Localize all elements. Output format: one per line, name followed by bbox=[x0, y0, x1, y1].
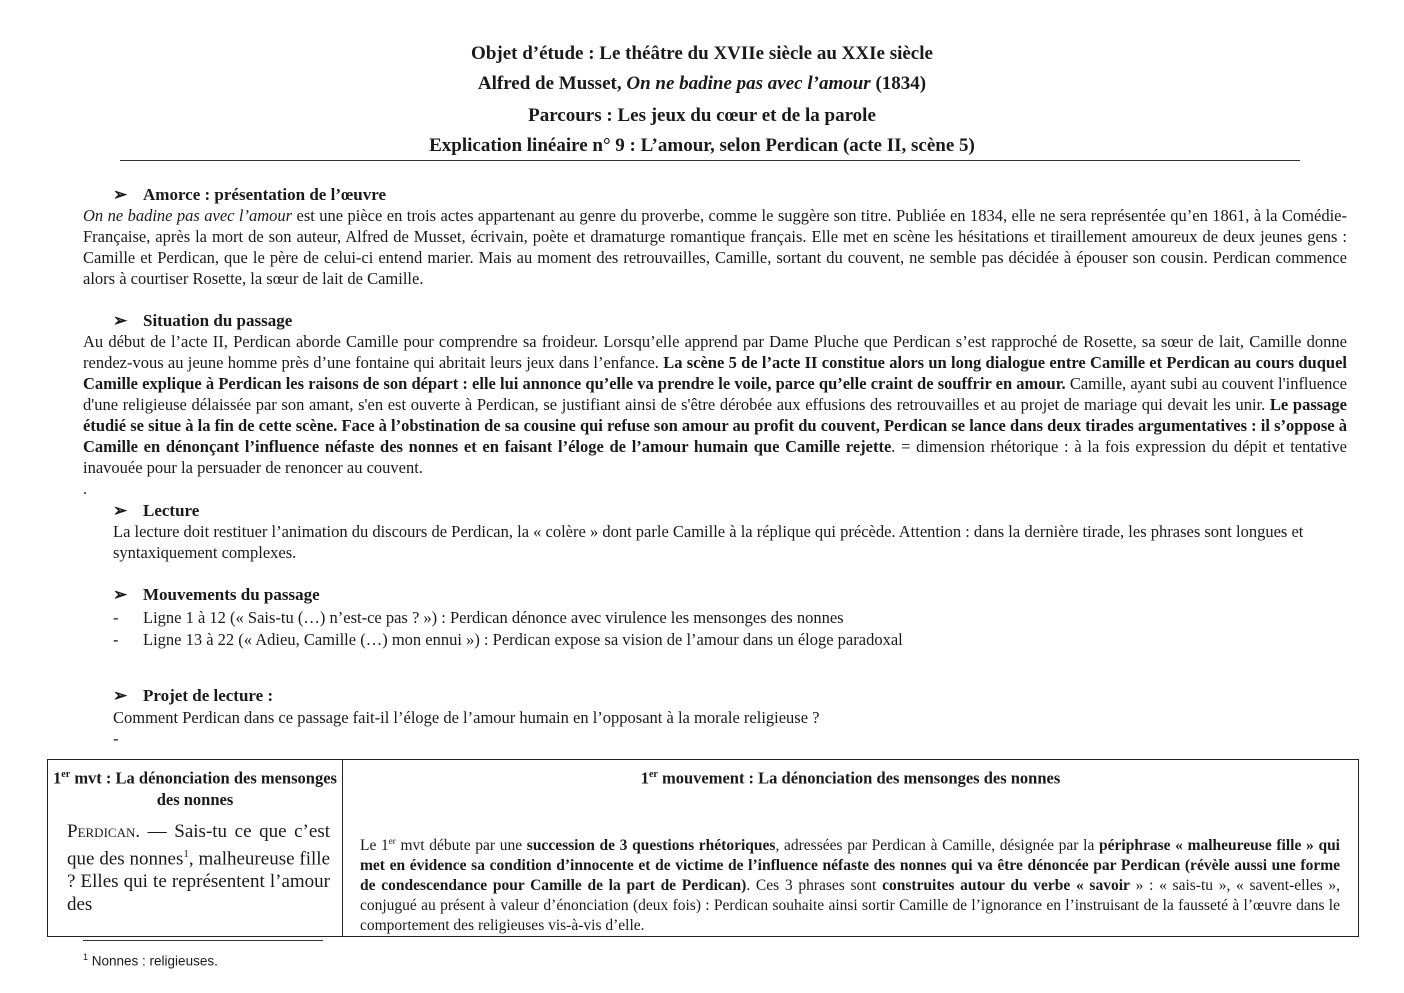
dash-bullet: - bbox=[113, 608, 119, 627]
left-column-heading bbox=[48, 760, 342, 810]
heading-number: 1 bbox=[53, 768, 62, 788]
section-title: Amorce : présentation de l’œuvre bbox=[143, 185, 386, 204]
excerpt-part: , malheureuse fille ? Elles qui te représentent l’amour des bbox=[67, 847, 331, 915]
section-heading-projet bbox=[113, 685, 273, 706]
analysis-bold: périphrase « malheureuse fille » qui met en évidence sa condition d’innocente et de victime de l’influence néfaste des nonnes qui va être dénoncée par Perdican (révèle aussi une forme de condescendance pour Camille de la part de Perdican) bbox=[360, 836, 1340, 894]
situation-paragraph bbox=[83, 331, 1347, 478]
situation-text: . = dimension rhétorique : à la fois expression du dépit et tentative inavouée pour la persuader de renoncer au couvent. bbox=[83, 437, 1347, 477]
section-heading-mouvements bbox=[113, 584, 320, 605]
section-title: Projet de lecture : bbox=[143, 686, 274, 705]
analysis-bold: construites autour du verbe « savoir bbox=[882, 876, 1130, 894]
situation-bold: Le passage étudié se situe à la fin de cette scène. Face à l’obstination de sa cousine qui refuse son amour au profit du couvent, Perdican se lance dans deux tirades argumentatives : il s’oppose à Camille en dénonçant l’influence néfaste des nonnes et en faisant l’éloge de l’amour humain que Camille rejette bbox=[83, 395, 1347, 456]
heading-text: mouvement : La dénonciation des mensonges des nonnes bbox=[657, 768, 1061, 788]
arrow-bullet-icon: ➢ bbox=[113, 185, 128, 204]
situation-text: Camille, ayant subi au couvent l'influence d'une religieuse délaissée par son amant, s'en est ouverte à Perdican, se justifiant ainsi de s'être dérobée aux effusions des retrouvailles et au projet de mariage qui devait les unir. bbox=[83, 374, 1347, 414]
right-column-heading bbox=[343, 760, 1358, 789]
footnote-ref: 1 bbox=[183, 847, 189, 860]
section-title: Mouvements du passage bbox=[143, 585, 320, 604]
explication-title: Explication linéaire n° 9 : L’amour, selon Perdican (acte II, scène 5) bbox=[429, 135, 975, 156]
analysis-text: » : « sais-tu », « savent-elles », conjugué au présent à valeur d’énonciation (deux fois) : Perdican souhaite ainsi sortir Camille de l’ignorance en l’instruisant de la fausseté à l’œuvre dans le comportement des religieuses vis-à-vis d’elle. bbox=[360, 876, 1340, 934]
arrow-bullet-icon: ➢ bbox=[113, 585, 128, 604]
arrow-bullet-icon: ➢ bbox=[113, 686, 128, 705]
work-title-inline: On ne badine pas avec l’amour bbox=[83, 206, 293, 225]
author: Alfred de Musset, bbox=[477, 73, 627, 94]
header-rule bbox=[120, 160, 1300, 161]
analysis-text: Le 1 bbox=[360, 836, 389, 854]
heading-text: mvt : La dénonciation des mensonges des nonnes bbox=[70, 768, 337, 809]
arrow-bullet-icon: ➢ bbox=[113, 311, 128, 330]
section-title: Lecture bbox=[143, 501, 200, 520]
analysis-text: mvt débute par une bbox=[395, 836, 527, 854]
list-item-text: Ligne 1 à 12 (« Sais-tu (…) n’est-ce pas ? ») : Perdican dénonce avec virulence les mensonges des nonnes bbox=[143, 608, 844, 627]
work-year: (1834) bbox=[870, 73, 927, 94]
work-title-line bbox=[0, 72, 1404, 96]
heading-sup: er bbox=[648, 769, 658, 780]
list-item bbox=[113, 607, 844, 628]
list-item bbox=[113, 629, 903, 650]
arrow-bullet-icon: ➢ bbox=[113, 501, 128, 520]
excerpt-part: — Sais-tu ce que c’est que des nonnes bbox=[67, 820, 330, 869]
analysis-table bbox=[47, 759, 1359, 937]
page-title: Objet d’étude : Le théâtre du XVIIe siècle au XXIe siècle bbox=[471, 43, 933, 64]
text-column-cell bbox=[48, 760, 343, 937]
footnote-number: 1 bbox=[83, 952, 89, 962]
situation-bold: La scène 5 de l’acte II constitue alors un long dialogue entre Camille et Perdican au cours duquel Camille explique à Perdican les raisons de son départ : elle lui annonce qu’elle va prendre le voile, parce qu’elle craint de souffrir en amour. bbox=[83, 353, 1347, 393]
table-row bbox=[48, 760, 1359, 937]
heading-number: 1 bbox=[640, 768, 649, 788]
section-heading-amorce bbox=[113, 184, 386, 205]
analysis-bold: succession de 3 questions rhétoriques bbox=[526, 836, 776, 854]
projet-dash: - bbox=[113, 729, 119, 748]
excerpt-text bbox=[67, 820, 330, 916]
analysis-text: . Ces 3 phrases sont bbox=[746, 876, 883, 894]
section-heading-lecture bbox=[113, 500, 199, 521]
amorce-paragraph bbox=[83, 205, 1347, 289]
lecture-paragraph: La lecture doit restituer l’animation du discours de Perdican, la « colère » dont parle Camille à la réplique qui précède. Attention : dans la dernière tirade, les phrases sont longues et syntaxiquement complexes. bbox=[113, 522, 1304, 562]
section-heading-situation bbox=[113, 310, 292, 331]
speaker-name: Perdican. bbox=[67, 820, 141, 842]
footnote-rule bbox=[83, 940, 323, 941]
analysis-paragraph bbox=[360, 831, 1340, 936]
footnote-text: Nonnes : religieuses. bbox=[88, 953, 218, 969]
section-title: Situation du passage bbox=[143, 311, 293, 330]
analysis-column-cell bbox=[343, 760, 1359, 937]
projet-text: Comment Perdican dans ce passage fait-il l’éloge de l’amour humain en l’opposant à la morale religieuse ? bbox=[113, 708, 820, 727]
analysis-text: , adressées par Perdican à Camille, désignée par la bbox=[775, 836, 1100, 854]
heading-sup: er bbox=[61, 769, 71, 780]
analysis-sup: er bbox=[388, 835, 396, 846]
situation-text: Au début de l’acte II, Perdican aborde Camille pour comprendre sa froideur. Lorsqu’elle apprend par Dame Pluche que Perdican s’est rapproché de Rosette, sa sœur de lait, Camille donne rendez-vous au jeune homme près d’une fontaine qui abritait leurs jeux dans l’enfance. bbox=[83, 332, 1347, 372]
work-title: On ne badine pas avec l’amour bbox=[626, 73, 871, 94]
parcours-title: Parcours : Les jeux du cœur et de la parole bbox=[528, 105, 876, 126]
stray-dot: . bbox=[83, 481, 87, 498]
dash-bullet: - bbox=[113, 630, 119, 649]
list-item-text: Ligne 13 à 22 (« Adieu, Camille (…) mon ennui ») : Perdican expose sa vision de l’amour dans un éloge paradoxal bbox=[143, 630, 903, 649]
footnote bbox=[83, 948, 218, 971]
amorce-text: est une pièce en trois actes appartenant au genre du proverbe, comme le suggère son titre. Publiée en 1834, elle ne sera représentée qu’en 1861, à la Comédie-Française, après la mort de son auteur, Alfred de Musset, écrivain, poète et dramaturge romantique français. Elle met en scène les hésitations et tiraillement amoureux de deux jeunes gens : Camille et Perdican, que le père de celui-ci entend marier. Mais au moment des retrouvailles, Camille, sortant du couvent, ne semble pas décidée à épouser son cousin. Perdican commence alors à courtiser Rosette, la sœur de lait de Camille. bbox=[83, 206, 1347, 288]
